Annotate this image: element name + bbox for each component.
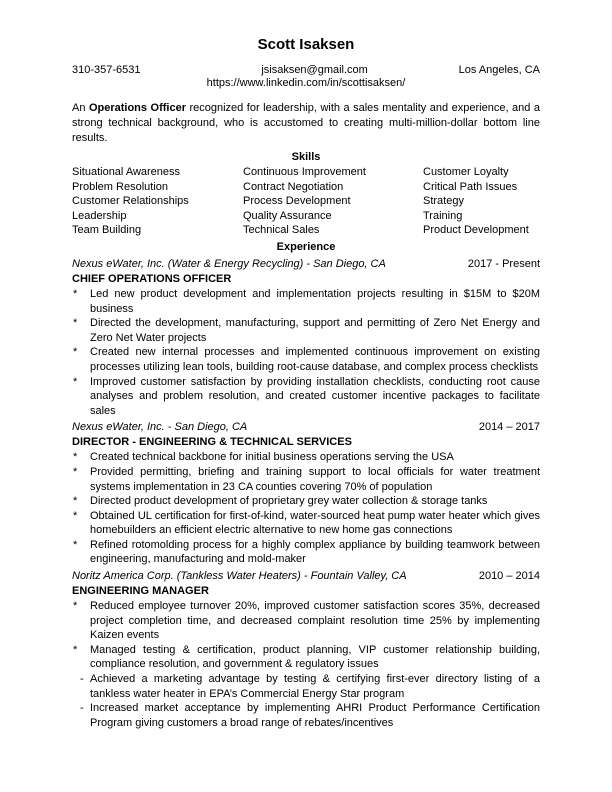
skill-item: Continuous Improvement [243,166,366,178]
list-item [72,316,540,345]
summary [72,101,540,146]
skill-item: Product Development [423,224,529,237]
job-dates: 2010 – 2014 [478,570,540,583]
summary-title: Operations Officer [88,102,186,114]
list-item [72,375,540,419]
candidate-name: Scott Isaksen [257,36,355,53]
skill-item: Leadership [72,209,127,222]
skill-item: Problem Resolution [72,180,168,193]
job-company: Noritz America Corp. (Tankless Water Heaters) - Fountain Valley, CA [72,570,407,583]
bullet-marker: * [73,600,78,613]
skills-grid [72,165,540,238]
phone-number: 310-357-6531 [72,64,141,76]
bullet-text: Increased market acceptance by implementing AHRI Product Performance Certification Program giving customers a broad range of rebates/incentives [90,702,540,729]
list-item [72,494,540,509]
job-bullets [72,450,540,567]
skills-heading: Skills [291,151,321,163]
skill-item: Team Building [72,224,142,237]
bullet-text: Created technical backbone for initial business operations serving the USA [90,451,454,464]
bullet-marker: * [73,317,78,330]
resume-page [72,36,540,730]
skill-item: Situational Awareness [72,166,181,178]
list-item [72,538,540,567]
location: Los Angeles, CA [458,64,540,76]
list-item [72,599,540,643]
skill-item: Quality Assurance [243,209,332,222]
job-header [72,569,540,584]
job-role: DIRECTOR - ENGINEERING & TECHNICAL SERVICES [72,436,352,449]
bullet-marker: * [73,495,78,508]
bullet-marker: * [73,287,78,300]
bullet-marker: * [73,375,78,388]
skill-item: Critical Path Issues [423,180,518,193]
email-address: jsisaksen@gmail.com [261,64,368,76]
bullet-text: Directed product development of proprietary grey water collection & storage tanks [90,495,488,508]
skill-item: Strategy [423,195,464,208]
job-bullets [72,287,540,418]
skill-item: Technical Sales [243,224,320,237]
bullet-marker: * [73,451,78,464]
experience-heading: Experience [276,240,336,253]
bullet-marker: * [73,509,78,522]
job-role: CHIEF OPERATIONS OFFICER [72,272,232,285]
job-company: Nexus eWater, Inc. (Water & Energy Recycling) - San Diego, CA [72,257,386,270]
bullet-text: Reduced employee turnover 20%, improved customer satisfaction scores 35%, decreased project completion time, and decreased complaint resolution time 25% by implementing Kaizen events [90,600,540,642]
skill-item: Process Development [243,195,351,208]
bullet-marker: * [73,643,78,656]
list-item [72,450,540,465]
bullet-marker: * [73,465,78,478]
bullet-text: Directed the development, manufacturing, support and permitting of Zero Net Energy and Zero Net Water projects [90,317,540,344]
job-entry [72,257,540,418]
job-bullets [72,599,540,730]
job-header [72,257,540,272]
bullet-marker: * [73,346,78,359]
list-item [72,672,540,701]
dash-marker: - [80,673,84,686]
bullet-text: Obtained UL certification for first-of-kind, water-sourced heat pump water heater which gives homebuilders an efficient electric alternative to new home gas connections [90,509,540,537]
job-entry [72,420,540,567]
bullet-text: Refined rotomolding process for a highly complex appliance by building teamwork between engineering, manufacturing and mold-maker [90,538,540,566]
job-dates: 2014 – 2017 [478,421,540,434]
skill-item: Customer Loyalty [423,166,509,178]
bullet-text: Led new product development and implementation projects resulting in $15M to $20M business [90,287,540,315]
bullet-text: Achieved a marketing advantage by testing & certifying first-ever directory listing of a tankless water heater in EPA’s Commercial Energy Star program [90,673,540,700]
job-entry [72,569,540,730]
job-header [72,420,540,435]
list-item [72,345,540,374]
bullet-marker: * [73,538,78,551]
list-item [72,465,540,494]
job-dates: 2017 - Present [467,257,540,270]
skill-item: Contract Negotiation [243,180,344,193]
contact-row [72,64,540,77]
summary-text: recognized for leadership, with a sales mentality and experience, and a strong technical background, who is accustomed to creating multi-million-dollar bottom line results. [72,102,540,144]
summary-prefix: An [72,102,89,114]
list-item [72,701,540,730]
list-item [72,509,540,538]
job-role: ENGINEERING MANAGER [72,585,209,598]
bullet-text: Provided permitting, briefing and training support to local officials for water treatment systems implementation in 23 CA counties covering 70% of population [90,465,540,493]
linkedin-url: https://www.linkedin.com/in/scottisaksen/ [206,77,406,89]
bullet-text: Created new internal processes and implemented continuous improvement on existing processes utilizing lean tools, building root-cause database, and complex process checklists [90,346,540,373]
skill-item: Customer Relationships [72,195,189,208]
dash-marker: - [80,702,84,715]
bullet-text: Managed testing & certification, product planning, VIP customer relationship building, compliance resolution, and government & regulatory issues [90,643,540,671]
job-company: Nexus eWater, Inc. - San Diego, CA [72,421,248,434]
list-item [72,643,540,672]
skill-item: Training [423,209,463,222]
bullet-text: Improved customer satisfaction by providing installation checklists, conducting root cause analyses and problem resolution, and created customer incentive packages to facilitate sales [90,375,540,417]
list-item [72,287,540,316]
